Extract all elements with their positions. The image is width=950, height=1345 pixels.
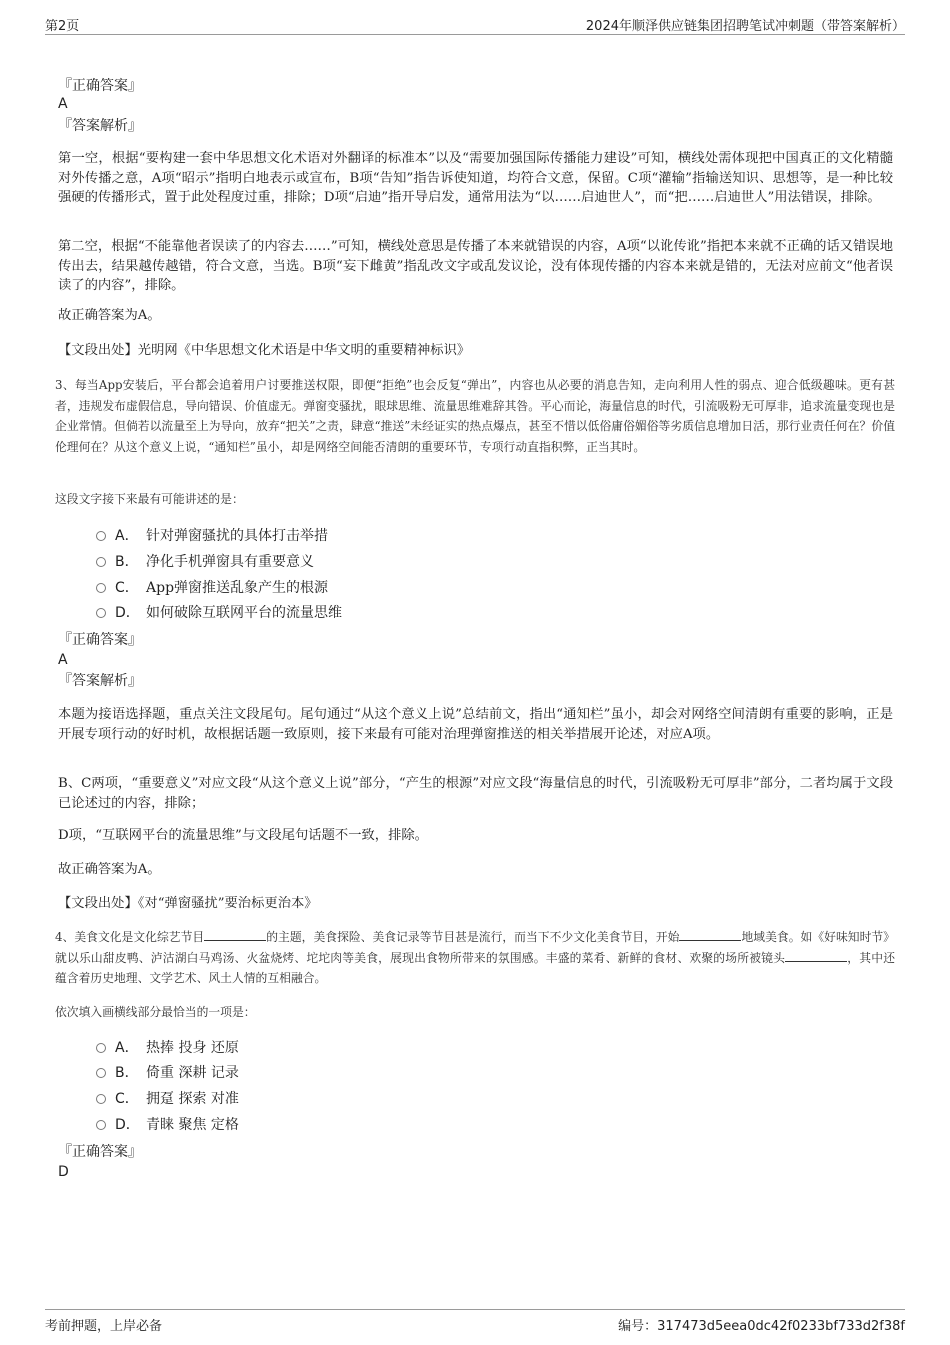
option-text: 拥趸 探索 对准 [146, 1091, 239, 1107]
analysis-label: 『答案解析』 [58, 118, 142, 134]
source-citation: 【文段出处】光明网《中华思想文化术语是中华文明的重要精神标识》 [58, 343, 471, 358]
fill-blank [204, 928, 266, 941]
option-text: 针对弹窗骚扰的具体打击举措 [146, 528, 328, 544]
document-title: 2024年顺泽供应链集团招聘笔试冲刺题（带答案解析） [585, 19, 905, 34]
radio-button[interactable] [96, 1068, 106, 1078]
option-letter: D． [115, 1117, 140, 1133]
page-footer [45, 1309, 905, 1336]
option-a[interactable] [96, 1039, 496, 1057]
option-a[interactable] [96, 527, 496, 545]
radio-button[interactable] [96, 557, 106, 567]
option-letter: C． [115, 580, 139, 596]
option-d[interactable] [96, 1116, 496, 1134]
analysis-label: 『答案解析』 [58, 673, 142, 689]
option-letter: A． [115, 528, 139, 544]
option-letter: A． [115, 1040, 139, 1056]
document-id: 编号：317473d5eea0dc42f0233bf733d2f38f [618, 1319, 905, 1334]
option-letter: B． [115, 554, 139, 570]
option-text: 倚重 深耕 记录 [146, 1065, 239, 1081]
answer-label: 『正确答案』 [58, 1144, 142, 1160]
option-c[interactable] [96, 579, 496, 597]
page-header [45, 12, 905, 35]
option-letter: B． [115, 1065, 139, 1081]
radio-button[interactable] [96, 1120, 106, 1130]
option-d[interactable] [96, 604, 496, 622]
fill-blank [679, 928, 741, 941]
analysis-paragraph: 第一空，根据“要构建一套中华思想文化术语对外翻译的标准本”以及“需要加强国际传播能力建设”可知，横线处需体现把中国真正的文化精髓对外传播之意，A项“昭示”指明白地表示或宣布，B项“告知”指告诉使知道，均符合文意，保留。C项“灌输”指输送知识、思想等，是一种比较强硬的传播形式，置于此处程度过重，排除；D项“启迪”指开导启发，通常用法为“以……启迪世人”，而“把……启迪世人”用法错误，排除。 [58, 151, 893, 205]
radio-button[interactable] [96, 583, 106, 593]
option-text: 净化手机弹窗具有重要意义 [146, 554, 314, 570]
option-text: App弹窗推送乱象产生的根源 [146, 580, 329, 596]
radio-button[interactable] [96, 1043, 106, 1053]
radio-button[interactable] [96, 531, 106, 541]
fill-blank [785, 949, 847, 962]
radio-button[interactable] [96, 1094, 106, 1104]
question-prompt: 这段文字接下来最有可能讲述的是： [55, 492, 244, 506]
question-stem: 4、美食文化是文化综艺节目 的主题，美食探险、美食记录等节目甚是流行，而当下不少文化美食节目，开始 地域美食。如《好味知时节》就以乐山甜皮鸭、泸沽湖白马鸡汤、火盆烧烤、坨坨肉等美食，展现出食物所带来的氛围感。丰盛的菜肴、新鲜的食材、欢聚的场所被镜头 ，其中还蕴含着历史地理、文学艺术、风土人情的互相融合。 [55, 930, 895, 985]
option-text: 青睐 聚焦 定格 [146, 1117, 239, 1133]
question-stem: 3、每当App安装后，平台都会追着用户讨要推送权限，即便“拒绝”也会反复“弹出”，内容也从必要的消息告知，走向利用人性的弱点、迎合低级趣味。更有甚者，违规发布虚假信息，导向错误、价值虚无。弹窗变骚扰，眼球思维、流量思维难辞其咎。平心而论，海量信息的时代，引流吸粉无可厚非，追求流量变现也是企业常情。但倘若以流量至上为导向，放弃“把关”之责，肆意“推送”未经证实的热点爆点，甚至不惜以低俗庸俗媚俗等劣质信息增加日活，那行业责任何在？价值伦理何在？从这个意义上说，“通知栏”虽小，却是网络空间能否清朗的重要环节，专项行动直指积弊，正当其时。 [55, 378, 895, 454]
option-b[interactable] [96, 553, 496, 571]
option-letter: D． [115, 605, 140, 621]
option-b[interactable] [96, 1064, 496, 1082]
option-text: 热捧 投身 还原 [146, 1040, 239, 1056]
radio-button[interactable] [96, 608, 106, 618]
option-text: 如何破除互联网平台的流量思维 [146, 605, 342, 621]
analysis-conclusion: 故正确答案为A。 [58, 308, 161, 323]
analysis-paragraph: 第二空，根据“不能靠他者误读了的内容去……”可知，横线处意思是传播了本来就错误的内容，A项“以讹传讹”指把本来就不正确的话又错误地传出去，结果越传越错，符合文意，当选。B项“妄下雌黄”指乱改文字或乱发议论，没有体现传播的内容本来就是错的，无法对应前文“他者误读了的内容”，排除。 [58, 239, 893, 293]
analysis-paragraph: 本题为接语选择题，重点关注文段尾句。尾句通过“从这个意义上说”总结前文，指出“通知栏”虽小，却会对网络空间清朗有重要的影响，正是开展专项行动的好时机，故根据话题一致原则，接下来最有可能对治理弹窗推送的相关举措展开论述，对应A项。 [58, 707, 893, 742]
analysis-paragraph: D项，“互联网平台的流量思维”与文段尾句话题不一致，排除。 [58, 828, 428, 843]
footer-slogan: 考前押题，上岸必备 [45, 1319, 163, 1334]
answer-label: 『正确答案』 [58, 78, 142, 94]
page-number: 第2页 [45, 19, 80, 34]
option-letter: C． [115, 1091, 139, 1107]
source-citation: 【文段出处】《对“弹窗骚扰”要治标更治本》 [58, 896, 318, 911]
option-c[interactable] [96, 1090, 496, 1108]
analysis-paragraph: B、C两项，“重要意义”对应文段“从这个意义上说”部分，“产生的根源”对应文段“海量信息的时代，引流吸粉无可厚非”部分，二者均属于文段已论述过的内容，排除； [58, 776, 893, 811]
analysis-conclusion: 故正确答案为A。 [58, 862, 161, 877]
answer-label: 『正确答案』 [58, 632, 142, 648]
answer-value: D [58, 1164, 69, 1180]
question-prompt: 依次填入画横线部分最恰当的一项是： [55, 1005, 256, 1019]
answer-value: A [58, 96, 68, 112]
answer-value: A [58, 652, 68, 668]
